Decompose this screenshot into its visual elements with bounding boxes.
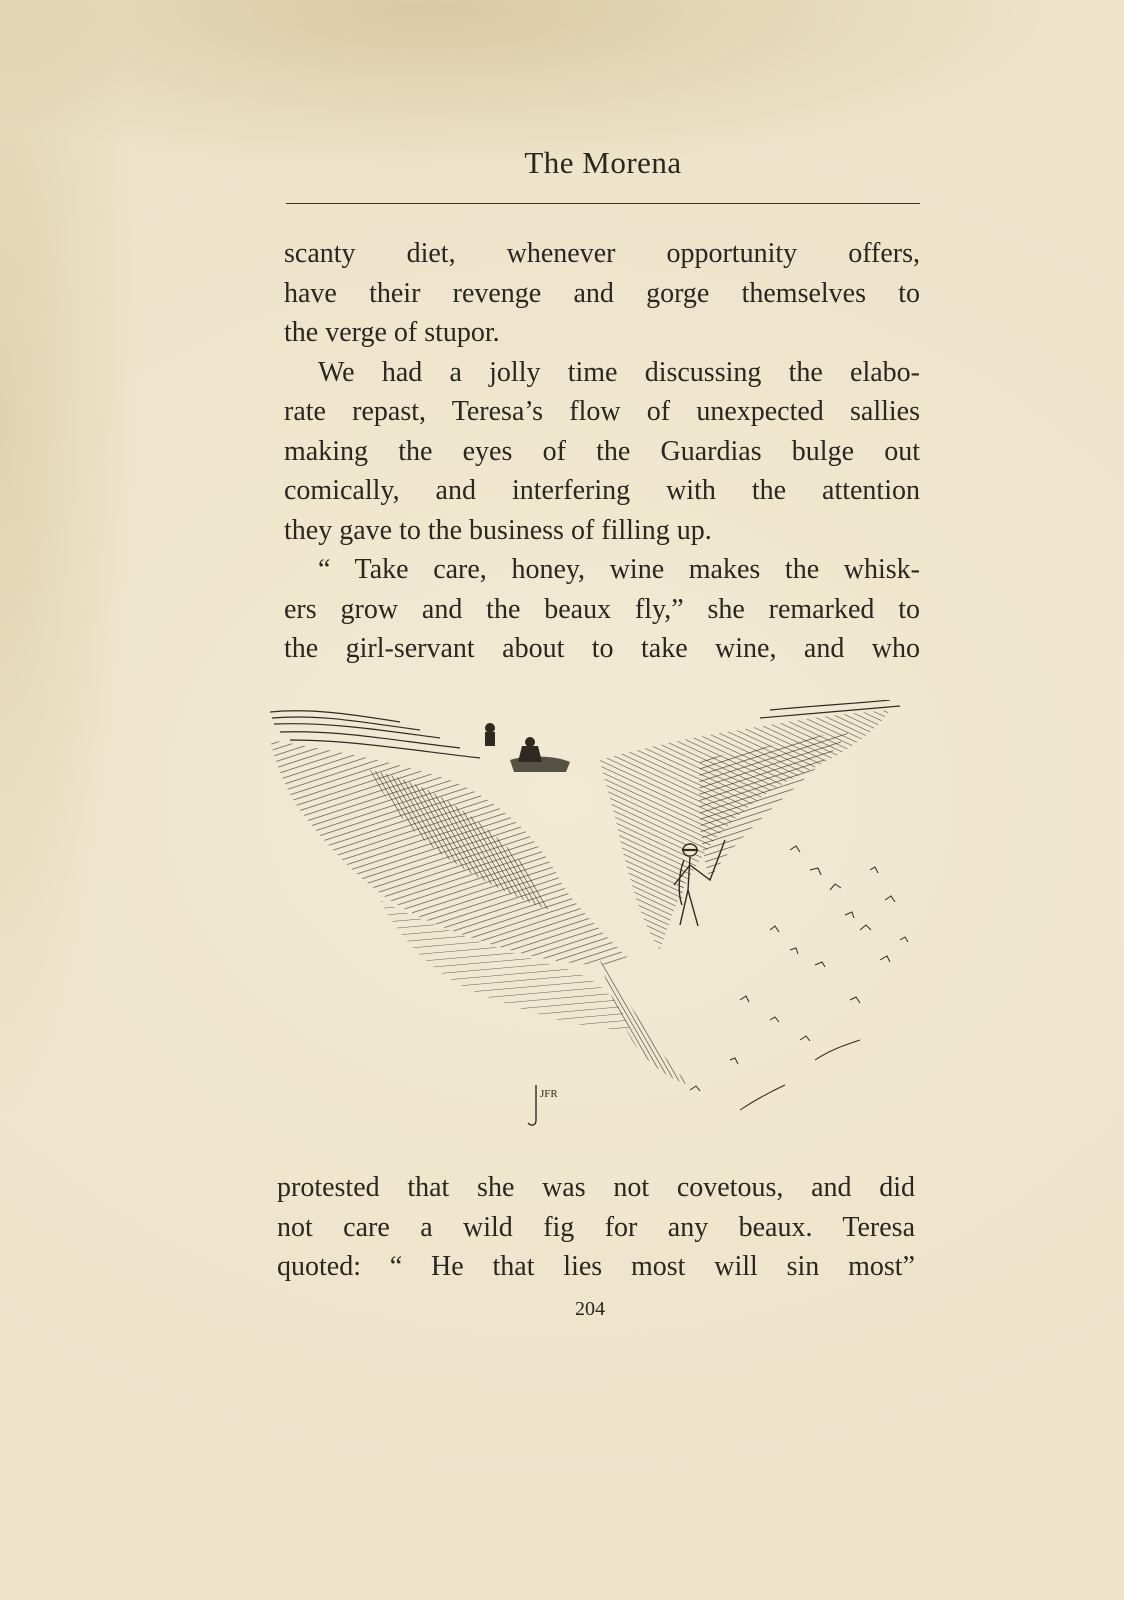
- artist-signature: [528, 1085, 558, 1125]
- text-line: not care a wild fig for any beaux. Teresa: [277, 1211, 915, 1243]
- brush-marks: [690, 846, 908, 1110]
- text-line: they gave to the business of filling up.: [284, 514, 712, 546]
- text-line: We had a jolly time discussing the elabo-: [318, 356, 920, 388]
- text-line: scanty diet, whenever opportunity offers,: [284, 238, 920, 269]
- text-line: making the eyes of the Guardias bulge out: [284, 435, 920, 467]
- text-line: rate repast, Teresa’s flow of unexpected sallies: [284, 396, 920, 427]
- text-line: protested that she was not covetous, and did: [277, 1172, 915, 1203]
- landscape-illustration: [270, 700, 930, 1160]
- page-number: 204: [575, 1298, 605, 1320]
- running-header: The Morena: [524, 145, 682, 180]
- header-rule: [286, 203, 920, 204]
- body-text-top: [284, 234, 920, 669]
- text-line: the verge of stupor.: [284, 317, 500, 348]
- signature-text: JFR: [540, 1088, 558, 1100]
- text-line: “ Take care, honey, wine makes the whisk-: [318, 554, 920, 585]
- text-line: have their revenge and gorge themselves to: [284, 277, 920, 309]
- text-line: quoted: “ He that lies most will sin most”: [277, 1251, 915, 1282]
- text-line: comically, and interfering with the attention: [284, 475, 920, 506]
- text-line: ers grow and the beaux fly,” she remarked to: [284, 593, 920, 625]
- text-line: the girl-servant about to take wine, and who: [284, 633, 920, 664]
- body-text-bottom: [277, 1168, 915, 1287]
- rider-figures: [485, 723, 570, 772]
